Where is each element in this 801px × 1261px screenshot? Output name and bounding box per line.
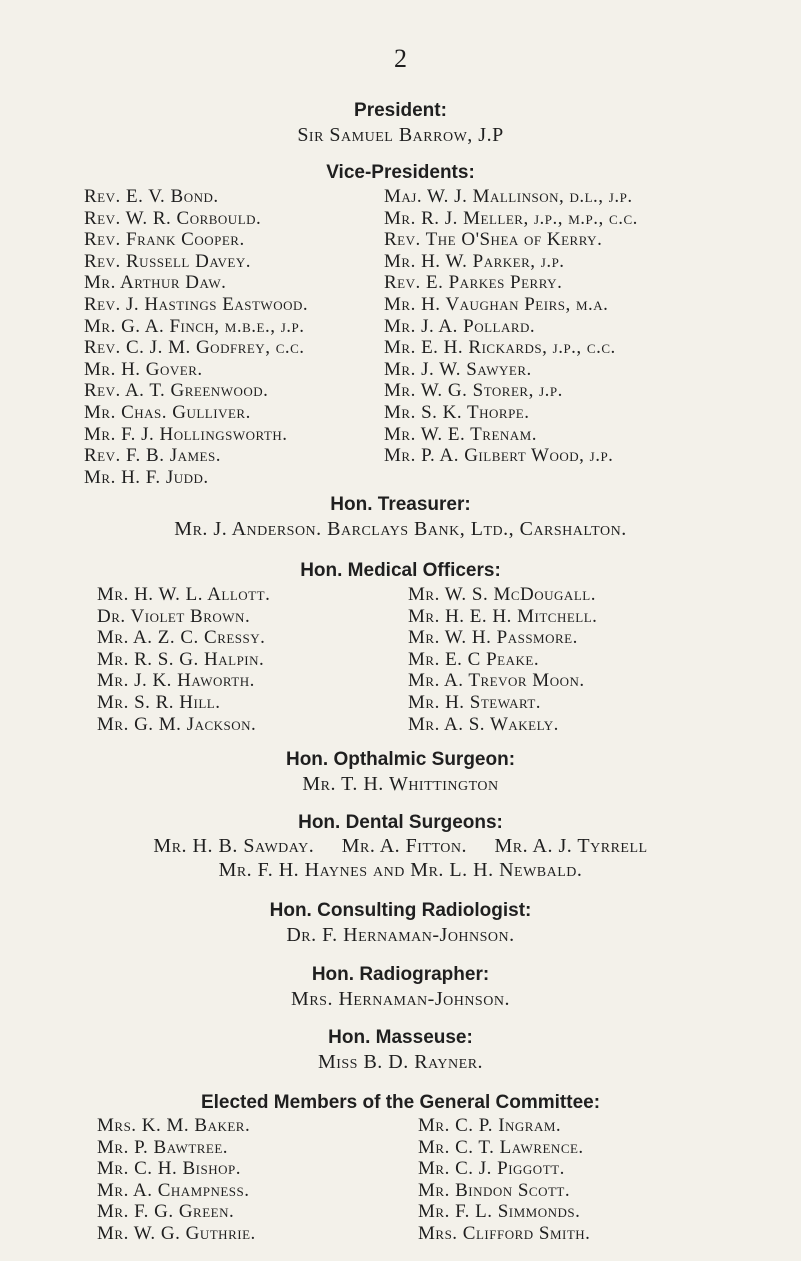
list-item: Rev. Frank Cooper. [84,229,245,251]
radiologist-heading: Hon. Consulting Radiologist: [269,900,532,921]
list-item: Dr. Violet Brown. [97,605,251,627]
list-item: Rev. A. T. Greenwood. [84,380,269,402]
list-item: Rev. F. B. James. [84,445,221,467]
vice-presidents-right-column [384,186,638,467]
list-item: Mr. J. A. Pollard. [384,315,536,337]
masseuse-heading: Hon. Masseuse: [328,1027,473,1048]
list-item: Mr. F. L. Simmonds. [418,1201,581,1223]
list-item: Mr. Chas. Gulliver. [84,401,251,423]
list-item: Rev. J. Hastings Eastwood. [84,293,309,315]
list-item: Mr. F. J. Hollingsworth. [84,423,288,445]
list-item: Rev. The O'Shea of Kerry. [384,229,603,251]
treasurer-name: Mr. J. Anderson. Barclays Bank, Ltd., Carshalton. [174,518,627,540]
masseuse-name: Miss B. D. Rayner. [317,1051,484,1073]
vice-presidents-left-column [84,186,308,488]
list-item: Mr. G. A. Finch, m.b.e., j.p. [84,315,305,337]
list-item: Mr. S. K. Thorpe. [384,401,530,423]
list-item: Mr. W. H. Passmore. [408,627,578,649]
list-item: Mrs. K. M. Baker. [97,1115,251,1136]
list-item: Mr. P. A. Gilbert Wood, j.p. [384,445,614,467]
list-item: Mr. A. Z. C. Cressy. [97,627,266,649]
list-item: Mr. C. T. Lawrence. [418,1136,584,1158]
radiographer-name: Mrs. Hernaman-Johnson. [291,988,510,1010]
list-item: Rev. Russell Davey. [84,250,251,272]
list-item: Mr. P. Bawtree. [97,1136,229,1158]
list-item: Mr. C. J. Piggott. [418,1158,565,1180]
list-item: Mr. H. E. H. Mitchell. [408,605,598,627]
list-item: Mr. H. W. L. Allott. [97,584,271,605]
medical-officers-left-column [97,584,270,735]
treasurer-heading: Hon. Treasurer: [330,494,471,515]
list-item: Mr. W. E. Trenam. [384,423,537,445]
committee-heading: Elected Members of the General Committee: [200,1092,601,1113]
list-item: Mr. E. H. Rickards, j.p., c.c. [384,337,616,359]
list-item: Mr. S. R. Hill. [97,691,221,713]
list-item: Mr. H. F. Judd. [84,466,209,488]
president-heading: President: [354,100,447,121]
list-item: Mr. A. Champness. [97,1179,250,1201]
opthalmic-surgeon-name: Mr. T. H. Whittington [302,773,499,795]
list-item: Mr. J. K. Haworth. [97,670,255,692]
dental-surgeons-heading: Hon. Dental Surgeons: [298,812,503,833]
list-item: Mr. Bindon Scott. [418,1179,571,1201]
radiologist-name: Dr. F. Hernaman-Johnson. [286,924,515,946]
president-name: Sir Samuel Barrow, J.P [297,124,504,146]
list-item: Mr. R. S. G. Halpin. [97,648,265,670]
list-item: Rev. W. R. Corbould. [84,207,262,229]
list-item: Mr. H. Vaughan Peirs, m.a. [384,293,609,315]
list-item: Rev. E. Parkes Perry. [384,272,563,294]
list-item: Rev. C. J. M. Godfrey, c.c. [84,337,305,359]
dental-surgeons-line-2: Mr. F. H. Haynes and Mr. L. H. Newbald. [218,859,583,881]
vice-presidents-heading: Vice-Presidents: [326,162,475,183]
committee-left-column [97,1115,256,1245]
list-item: Mr. W. G. Storer, j.p. [384,380,563,402]
list-item: Mr. W. S. McDougall. [408,584,596,605]
medical-officers-right-column [408,584,597,735]
list-item: Mr. F. G. Green. [97,1201,235,1223]
list-item: Mr. J. W. Sawyer. [384,358,532,380]
list-item: Mr. H. Gover. [84,358,203,380]
list-item: Mr. A. Trevor Moon. [408,670,585,692]
list-item: Rev. E. V. Bond. [84,186,219,207]
committee-right-column [418,1115,590,1245]
list-item: Mr. G. M. Jackson. [97,713,257,735]
list-item: Mr. C. H. Bishop. [97,1158,241,1180]
page-number: 2 [394,44,407,73]
dental-surgeons-line-1: Mr. H. B. Sawday. Mr. A. Fitton. Mr. A. J. Tyrrell [153,835,648,857]
list-item: Mr. R. J. Meller, j.p., m.p., c.c. [384,207,638,229]
list-item: Mr. W. G. Guthrie. [97,1222,256,1244]
list-item: Maj. W. J. Mallinson, d.l., j.p. [384,186,633,207]
list-item: Mr. H. W. Parker, j.p. [384,250,565,272]
list-item: Mr. C. P. Ingram. [418,1115,562,1136]
radiographer-heading: Hon. Radiographer: [311,964,490,985]
list-item: Mr. H. Stewart. [408,691,542,713]
list-item: Mr. E. C Peake. [408,648,540,670]
list-item: Mr. A. S. Wakely. [408,713,559,735]
list-item: Mr. Arthur Daw. [84,272,227,294]
list-item: Mrs. Clifford Smith. [418,1222,591,1244]
opthalmic-surgeon-heading: Hon. Opthalmic Surgeon: [285,749,516,770]
medical-officers-heading: Hon. Medical Officers: [300,560,501,581]
